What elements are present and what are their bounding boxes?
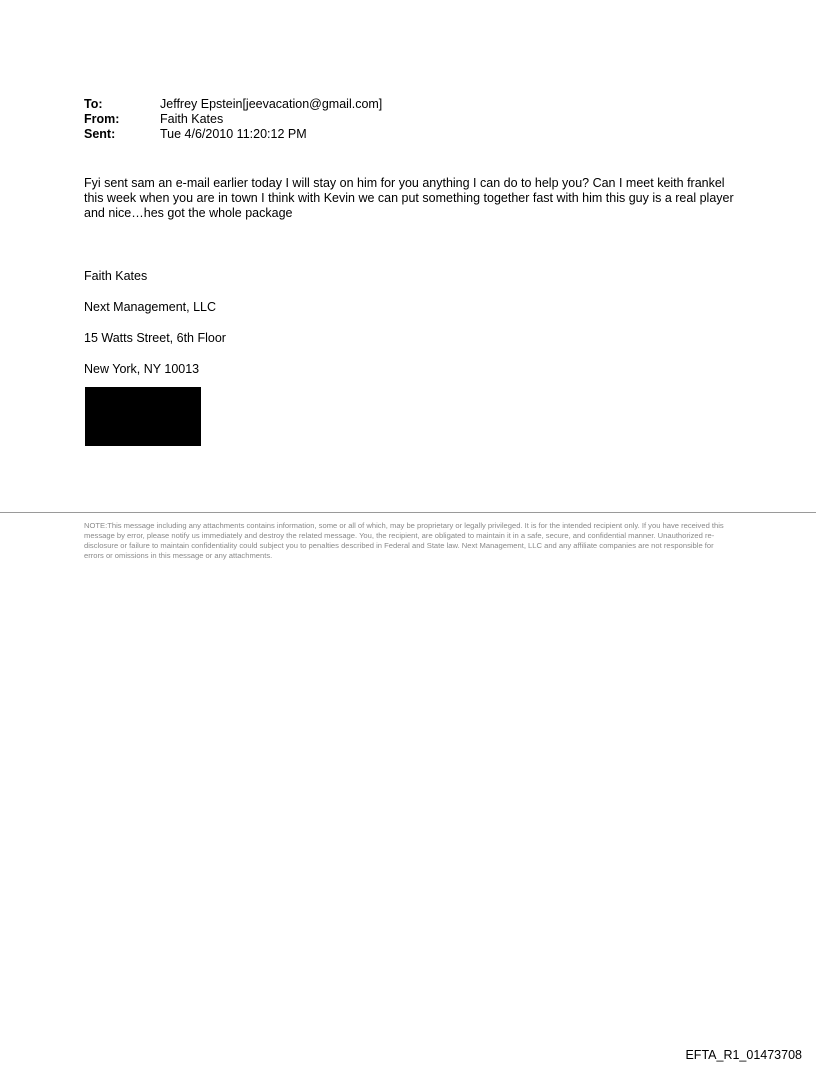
to-label: To: bbox=[84, 97, 103, 111]
redaction-block bbox=[85, 387, 201, 446]
header-to-row bbox=[84, 97, 382, 112]
document-id: EFTA_R1_01473708 bbox=[685, 1048, 802, 1062]
email-header bbox=[84, 97, 382, 142]
signature-city: New York, NY 10013 bbox=[84, 362, 200, 376]
header-from-row bbox=[84, 112, 382, 127]
disclaimer-note: NOTE:This message including any attachments contains information, some or all of which, may be proprietary or legally privileged. It is for the intended recipient only. If you have received this message by error, please notify us immediately and destroy the related message. You, the recipient, are obligated to maintain it in a safe, secure, and confidential manner. Unauthorized re-disclosure or failure to maintain confidentiality could subject you to penalties described in Federal and State law. Next Management, LLC and any affiliate companies are not responsible for errors or omissions in this message or any attachments. bbox=[84, 521, 724, 560]
signature-name: Faith Kates bbox=[84, 269, 148, 283]
signature-address: 15 Watts Street, 6th Floor bbox=[84, 331, 226, 345]
email-body: Fyi sent sam an e-mail earlier today I will stay on him for you anything I can do to help you? Can I meet keith frankel this week when you are in town I think with Kevin we can put something together fast with him this guy is a real player and nice…hes got the whole package bbox=[84, 176, 734, 220]
from-value: Faith Kates bbox=[160, 112, 224, 126]
sent-label: Sent: bbox=[84, 127, 116, 141]
to-value: Jeffrey Epstein[jeevacation@gmail.com] bbox=[160, 97, 383, 111]
divider-line bbox=[0, 512, 816, 513]
signature-company: Next Management, LLC bbox=[84, 300, 217, 314]
from-label: From: bbox=[84, 112, 120, 126]
header-sent-row bbox=[84, 127, 382, 142]
sent-value: Tue 4/6/2010 11:20:12 PM bbox=[160, 127, 307, 141]
